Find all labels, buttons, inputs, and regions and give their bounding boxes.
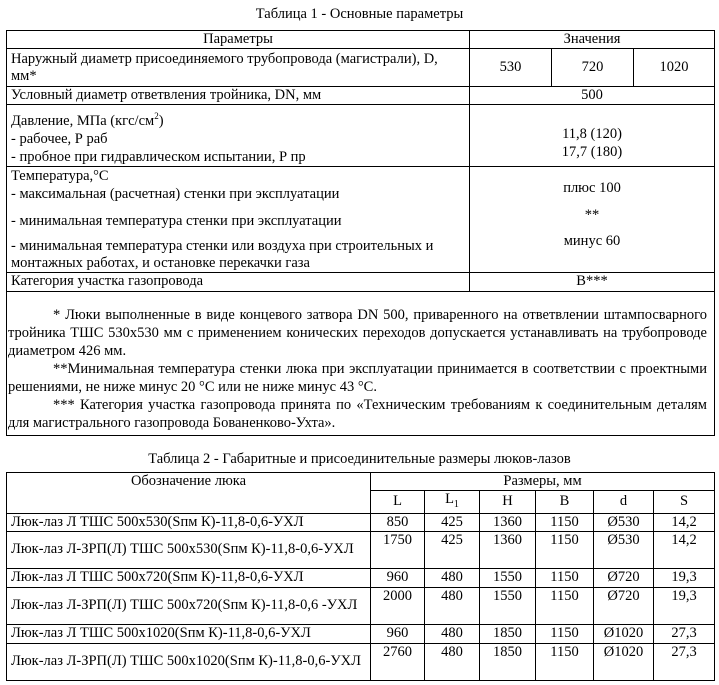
cell-S: 27,3 bbox=[654, 643, 715, 680]
cell-d: Ø1020 bbox=[594, 624, 654, 643]
cell-B: 1150 bbox=[536, 531, 594, 568]
cell-B: 1150 bbox=[536, 643, 594, 680]
header-values: Значения bbox=[470, 31, 715, 49]
temperature-labels bbox=[7, 166, 470, 272]
row-outer-diameter bbox=[7, 49, 715, 87]
pressure-test-label: - пробное при гидравлическом испытании, Р пр bbox=[11, 148, 306, 165]
cell-H: 1850 bbox=[480, 624, 536, 643]
cell-d: Ø1020 bbox=[594, 643, 654, 680]
outer-diameter-530: 530 bbox=[470, 49, 552, 87]
outer-diameter-label: Наружный диаметр присоединяемого трубопровода (магистрали), D, мм* bbox=[7, 49, 470, 87]
table-row bbox=[7, 587, 715, 624]
cell-L: 850 bbox=[371, 513, 425, 531]
cell-H: 1850 bbox=[480, 643, 536, 680]
pressure-title: Давление, МПа $(кгс/см^2)$ bbox=[11, 111, 164, 129]
header-L: L bbox=[371, 491, 425, 514]
header-H: H bbox=[480, 491, 536, 514]
pressure-values bbox=[470, 105, 715, 167]
temperature-min-air-label: - минимальная температура стенки или воздуха при строительных и монтажных работах, и остановке перекачки газа bbox=[11, 237, 434, 271]
branch-diameter-value: 500 bbox=[470, 87, 715, 105]
table-row bbox=[7, 531, 715, 568]
cell-L1: 480 bbox=[425, 624, 480, 643]
temperature-max-label: - максимальная (расчетная) стенки при эксплуатации bbox=[11, 185, 340, 202]
cell-B: 1150 bbox=[536, 624, 594, 643]
header-designation: Обозначение люка bbox=[7, 473, 371, 514]
row-name: Люк-лаз Л ТШС 500х720(Sпм К)-11,8-0,6-УХЛ bbox=[7, 568, 371, 587]
cell-L1: 425 bbox=[425, 531, 480, 568]
temperature-min-air-value: минус 60 bbox=[563, 232, 621, 249]
cell-L: 960 bbox=[371, 568, 425, 587]
cell-d: Ø720 bbox=[594, 568, 654, 587]
table-row bbox=[7, 513, 715, 531]
outer-diameter-1020: 1020 bbox=[634, 49, 715, 87]
table1 bbox=[6, 30, 715, 292]
cell-H: 1550 bbox=[480, 568, 536, 587]
table2 bbox=[6, 472, 715, 681]
cell-L: 1750 bbox=[371, 531, 425, 568]
temperature-title: Температура,°С bbox=[11, 167, 109, 184]
table2-header-row bbox=[7, 473, 715, 491]
cell-L: 960 bbox=[371, 624, 425, 643]
branch-diameter-label: Условный диаметр ответвления тройника, DN, мм bbox=[7, 87, 470, 105]
cell-B: 1150 bbox=[536, 513, 594, 531]
cell-H: 1360 bbox=[480, 531, 536, 568]
note-2: **Минимальная температура стенки люка при эксплуатации принимается в соответствии с проектными решениями, не ниже минус 20 °С или не ниже минус 43 °С. bbox=[8, 361, 707, 395]
table1-caption: Таблица 1 - Основные параметры bbox=[255, 6, 464, 22]
table1-header-row bbox=[7, 31, 715, 49]
temperature-max-value: плюс 100 bbox=[563, 179, 621, 196]
cell-d: Ø720 bbox=[594, 587, 654, 624]
cell-L: 2000 bbox=[371, 587, 425, 624]
header-dimensions: Размеры, мм bbox=[371, 473, 715, 491]
outer-diameter-720: 720 bbox=[552, 49, 634, 87]
row-name: Люк-лаз Л-ЗРП(Л) ТШС 500х720(Sпм К)-11,8-0,6 -УХЛ bbox=[7, 587, 371, 624]
cell-L1: 480 bbox=[425, 643, 480, 680]
table2-caption: Таблица 2 - Габаритные и присоединительные размеры люков-лазов bbox=[148, 451, 571, 467]
pressure-work-label: - рабочее, Р раб bbox=[11, 130, 108, 147]
pressure-labels bbox=[7, 105, 470, 167]
temperature-values bbox=[470, 166, 715, 272]
row-name: Люк-лаз Л ТШС 500х1020(Sпм К)-11,8-0,6-УХЛ bbox=[7, 624, 371, 643]
table-row bbox=[7, 568, 715, 587]
header-params: Параметры bbox=[7, 31, 470, 49]
header-S: S bbox=[654, 491, 715, 514]
row-name: Люк-лаз Л-ЗРП(Л) ТШС 500х1020(Sпм К)-11,8-0,6-УХЛ bbox=[7, 643, 371, 680]
cell-S: 19,3 bbox=[654, 568, 715, 587]
header-L1: $L_1$ bbox=[425, 491, 480, 514]
cell-d: Ø530 bbox=[594, 531, 654, 568]
category-value: В*** bbox=[470, 272, 715, 291]
table-row bbox=[7, 643, 715, 680]
note-1: * Люки выполненные в виде концевого затвора DN 500, приваренного на ответвлении штампосварного тройника ТШС 530х530 мм с применением конических переходов допускается устанавливать на трубопроводе диаметром 426 мм. bbox=[8, 307, 707, 359]
pressure-work-value: 11,8 (120) bbox=[562, 126, 622, 142]
cell-S: 19,3 bbox=[654, 587, 715, 624]
header-B: B bbox=[536, 491, 594, 514]
row-name: Люк-лаз Л-ЗРП(Л) ТШС 500х530(Sпм К)-11,8-0,6-УХЛ bbox=[7, 531, 371, 568]
cell-H: 1360 bbox=[480, 513, 536, 531]
cell-L: 2760 bbox=[371, 643, 425, 680]
cell-B: 1150 bbox=[536, 587, 594, 624]
cell-B: 1150 bbox=[536, 568, 594, 587]
cell-S: 27,3 bbox=[654, 624, 715, 643]
header-d: d bbox=[594, 491, 654, 514]
pressure-test-value: 17,7 (180) bbox=[561, 144, 623, 160]
row-pressure bbox=[7, 105, 715, 167]
row-temperature bbox=[7, 166, 715, 272]
cell-S: 14,2 bbox=[654, 513, 715, 531]
cell-L1: 425 bbox=[425, 513, 480, 531]
cell-S: 14,2 bbox=[654, 531, 715, 568]
cell-H: 1550 bbox=[480, 587, 536, 624]
category-label: Категория участка газопровода bbox=[7, 272, 470, 291]
note-3: *** Категория участка газопровода принята по «Техническим требованиям к соединительным деталям для магистрального газопровода Бованенково-Ухта». bbox=[8, 397, 707, 431]
cell-L1: 480 bbox=[425, 568, 480, 587]
row-name: Люк-лаз Л ТШС 500х530(Sпм К)-11,8-0,6-УХЛ bbox=[7, 513, 371, 531]
row-branch-diameter bbox=[7, 87, 715, 105]
notes bbox=[8, 306, 707, 432]
temperature-min-label: - минимальная температура стенки при эксплуатации bbox=[11, 212, 342, 229]
cell-d: Ø530 bbox=[594, 513, 654, 531]
cell-L1: 480 bbox=[425, 587, 480, 624]
table-row bbox=[7, 624, 715, 643]
temperature-min-value: ** bbox=[584, 206, 600, 223]
